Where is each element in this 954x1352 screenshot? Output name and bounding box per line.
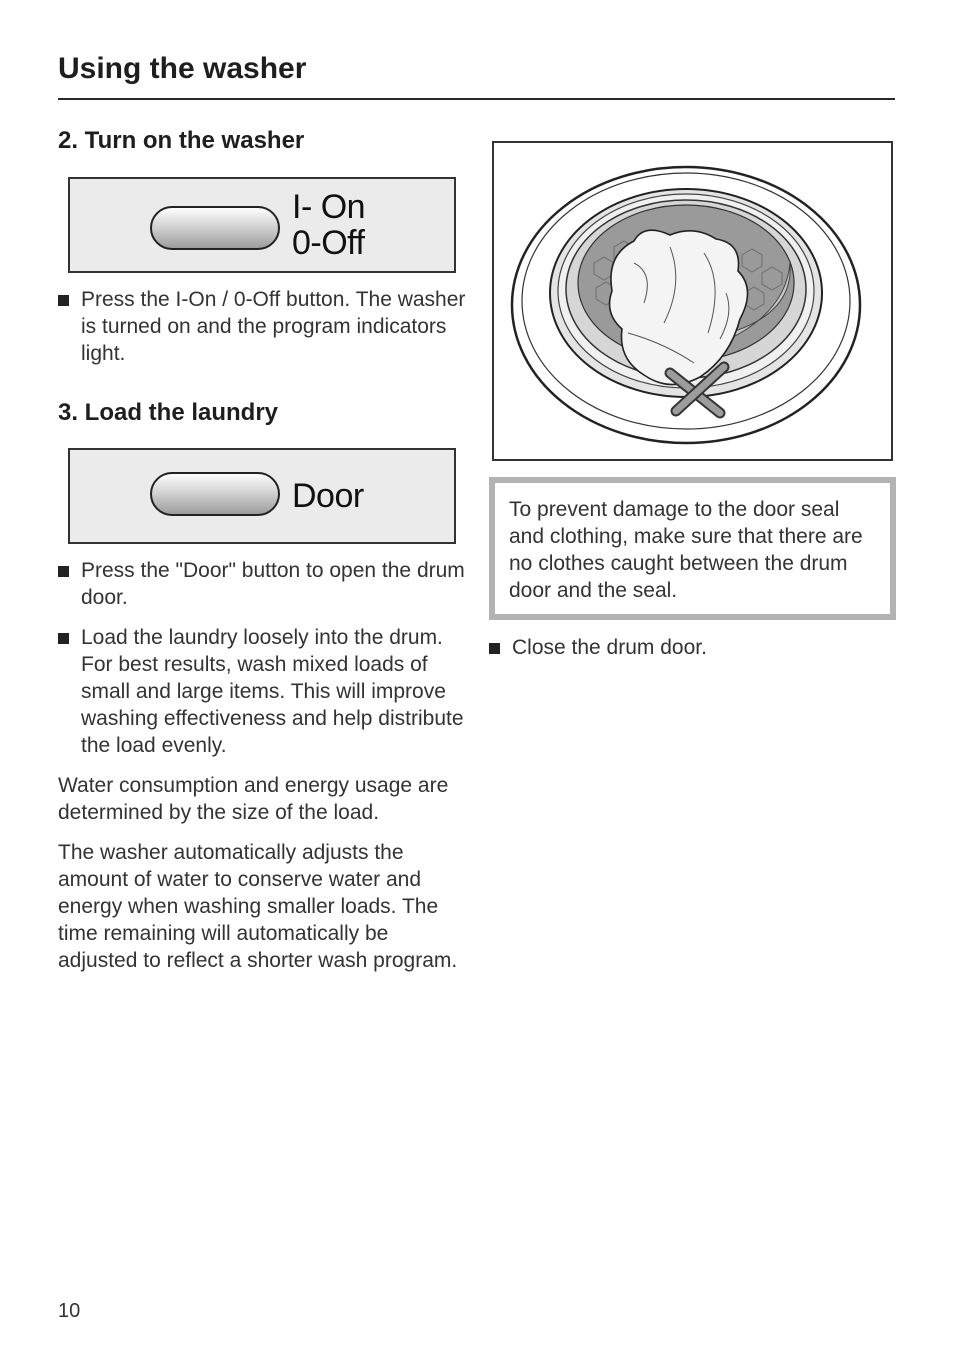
on-off-label [292, 189, 365, 261]
right-column [489, 141, 896, 661]
on-label: I- On [292, 188, 366, 226]
list-item [58, 557, 468, 611]
list-item-text: Press the "Door" button to open the drum door. [81, 559, 465, 609]
page-title: Using the washer [58, 52, 307, 85]
on-off-button-panel [68, 177, 456, 273]
list-item [58, 624, 468, 759]
section-heading-load: 3. Load the laundry [58, 399, 279, 426]
list-item [489, 634, 896, 661]
close-door-bullets [489, 634, 896, 661]
list-item [58, 286, 468, 367]
drum-svg [494, 143, 891, 459]
list-item-text: Press the I-On / 0-Off button. The washer is turned on and the program indicators light. [81, 288, 466, 365]
oval-button-icon [150, 206, 280, 250]
square-bullet-icon [489, 643, 500, 654]
list-item-text: Load the laundry loosely into the drum. For best results, wash mixed loads of small and large items. This will improve washing effectiveness and help distribute the load evenly. [81, 626, 464, 757]
title-rule [58, 98, 895, 100]
door-label: Door [292, 477, 364, 515]
section-heading-turn-on: 2. Turn on the washer [58, 127, 305, 154]
square-bullet-icon [58, 633, 69, 644]
paragraph-auto-adjust: The washer automatically adjusts the amount of water to conserve water and energy when washing smaller loads. The time remaining will automatically be adjusted to reflect a shorter wash program. [58, 841, 458, 972]
washer-drum-illustration [492, 141, 893, 461]
load-bullets [58, 557, 468, 759]
list-item-text: Close the drum door. [512, 636, 707, 659]
left-column [58, 124, 468, 974]
square-bullet-icon [58, 566, 69, 577]
off-label: 0-Off [292, 224, 365, 262]
turn-on-bullets [58, 286, 468, 367]
paragraph-water-consumption: Water consumption and energy usage are determined by the size of the load. [58, 774, 449, 824]
door-button-panel [68, 448, 456, 544]
caution-note-box [489, 477, 896, 620]
caution-note-text: To prevent damage to the door seal and clothing, make sure that there are no clothes caught between the drum door and the seal. [509, 498, 863, 602]
oval-button-icon [150, 472, 280, 516]
page-number: 10 [58, 1300, 81, 1322]
square-bullet-icon [58, 295, 69, 306]
